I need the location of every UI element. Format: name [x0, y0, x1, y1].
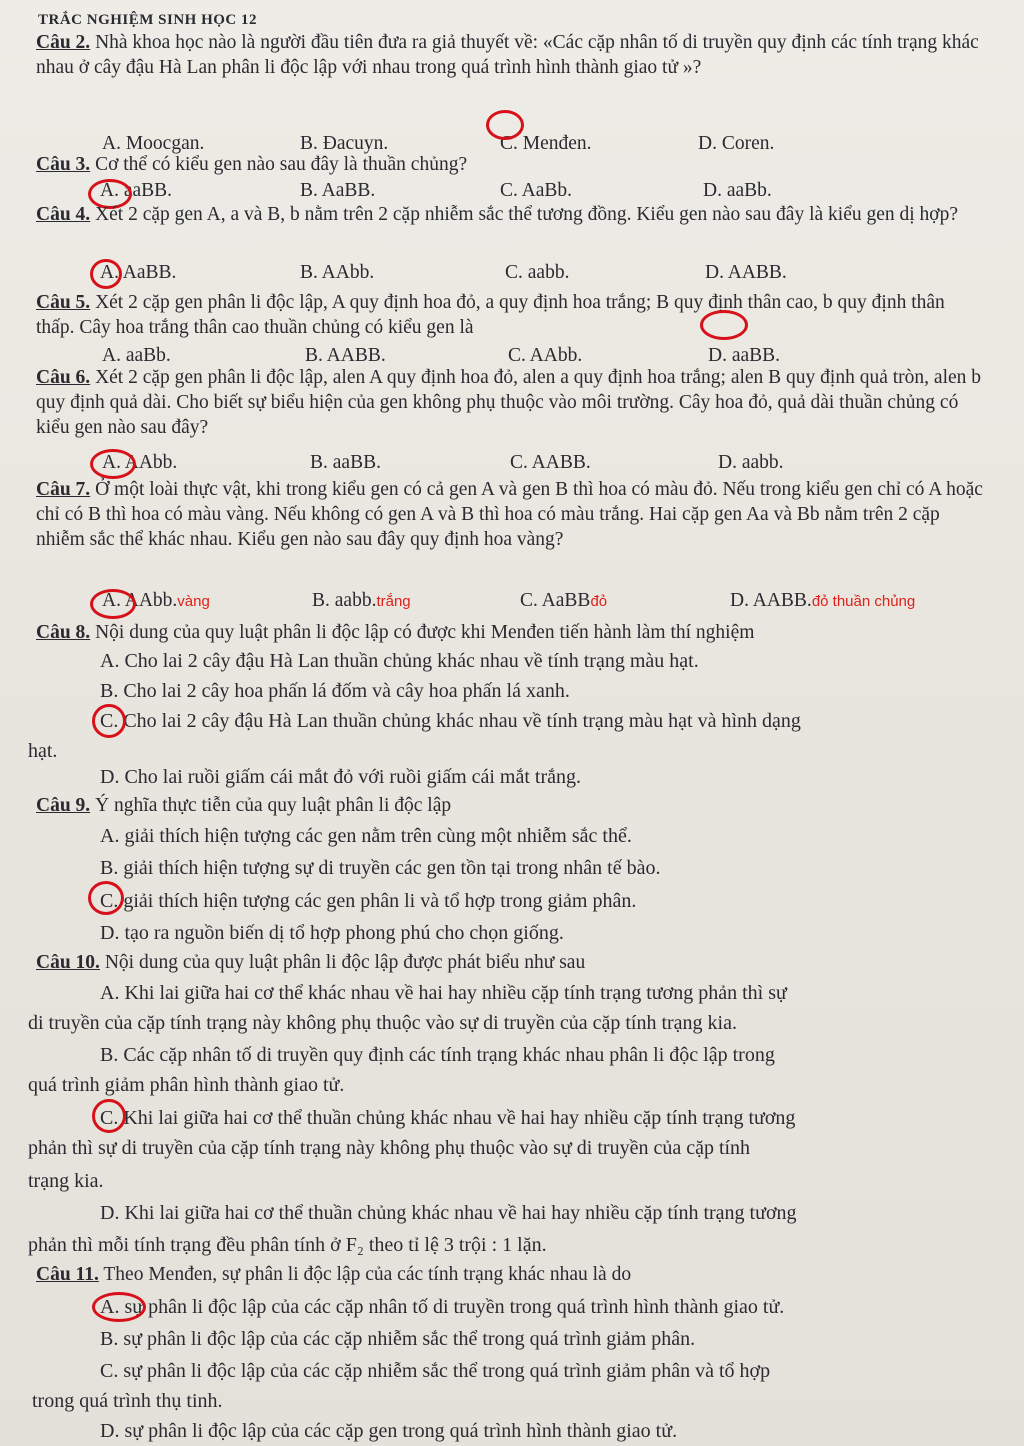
q10-option-d: D. Khi lai giữa hai cơ thể thuần chủng khác nhau về hai hay nhiều cặp tính trạng tương: [100, 1202, 797, 1224]
q10-option-d-continued: phản thì mỗi tính trạng đều phân tính ở F₂ theo tỉ lệ 3 trội : 1 lặn.: [28, 1234, 547, 1256]
question-9-number: Câu 9.: [36, 795, 91, 816]
q7-option-d: [730, 590, 915, 612]
question-5-number: Câu 5.: [36, 292, 91, 313]
q2-option-b: B. Đacuyn.: [300, 133, 389, 154]
q11-option-b: B. sự phân li độc lập của các cặp nhiễm sắc thể trong quá trình giảm phân.: [100, 1328, 696, 1350]
q7-option-a-text: A. AAbb.: [102, 590, 178, 611]
q11-option-a: A. sự phân li độc lập của các cặp nhân tố di truyền trong quá trình hình thành giao tử.: [100, 1296, 785, 1318]
q7-option-c-note: đỏ: [590, 593, 608, 610]
q11-option-c: C. sự phân li độc lập của các cặp nhiễm sắc thể trong quá trình giảm phân và tổ hợp: [100, 1360, 771, 1382]
question-9-stem: [36, 793, 986, 818]
q8-option-d: D. Cho lai ruồi giấm cái mắt đỏ với ruồi giấm cái mắt trắng.: [100, 766, 582, 788]
q10-option-b: B. Các cặp nhân tố di truyền quy định các tính trạng khác nhau phân li độc lập trong: [100, 1044, 775, 1066]
question-9-text: Ý nghĩa thực tiễn của quy luật phân li độc lập: [90, 795, 452, 816]
q10-option-b-continued: quá trình giảm phân hình thành giao tử.: [28, 1074, 345, 1096]
question-6-number: Câu 6.: [36, 367, 91, 388]
q11-option-c-continued: trong quá trình thụ tinh.: [32, 1390, 223, 1412]
q8-option-c-continued: hạt.: [28, 740, 58, 762]
question-7-stem: [36, 477, 986, 552]
q8-option-c: C. Cho lai 2 cây đậu Hà Lan thuần chủng khác nhau về tính trạng màu hạt và hình dạng: [100, 710, 801, 732]
q10-option-a: A. Khi lai giữa hai cơ thể khác nhau về hai hay nhiều cặp tính trạng tương phản thì sự: [100, 982, 787, 1004]
question-10-stem: [36, 950, 986, 975]
q6-option-c: C. AABB.: [510, 452, 591, 473]
q10-option-c-continued: phản thì sự di truyền của cặp tính trạng này không phụ thuộc vào sự di truyền của cặp tính: [28, 1137, 751, 1159]
q7-option-c-text: C. AaBB: [520, 590, 591, 611]
q4-option-b: B. AAbb.: [300, 262, 375, 283]
q5-option-d: D. aaBB.: [708, 345, 781, 366]
q9-option-d: D. tạo ra nguồn biến dị tổ hợp phong phú cho chọn giống.: [100, 922, 564, 944]
question-4-stem: [36, 202, 986, 227]
question-11-text: Theo Menđen, sự phân li độc lập của các tính trạng khác nhau là do: [98, 1264, 632, 1285]
question-7-text: Ở một loài thực vật, khi trong kiểu gen có cả gen A và gen B thì hoa có màu đỏ. Nếu trong kiểu gen chỉ có A hoặc chỉ có B thì hoa có màu vàng. Nếu không có gen A và B thì hoa có màu trắng. Hai cặp gen Aa và Bb nằm trên 2 cặp nhiễm sắc thể khác nhau. Kiểu gen nào sau đây quy định hoa vàng?: [36, 479, 983, 550]
question-5-text: Xét 2 cặp gen phân li độc lập, A quy định hoa đỏ, a quy định hoa trắng; B quy định thân cao, b quy định thân thấp. Cây hoa trắng thân cao thuần chủng có kiểu gen là: [36, 292, 945, 338]
question-11-stem: [36, 1262, 986, 1287]
question-3-text: Cơ thể có kiểu gen nào sau đây là thuần chủng?: [90, 154, 468, 175]
question-6-text: Xét 2 cặp gen phân li độc lập, alen A quy định hoa đỏ, alen a quy định hoa trắng; alen B quy định quả tròn, alen b quy định quả dài. Cho biết sự biểu hiện của gen không phụ thuộc vào môi trường. Cây hoa đỏ, quả dài thuần chủng có kiểu gen nào sau đây?: [36, 367, 982, 438]
question-4-options: [0, 262, 1024, 288]
q4-option-d: D. AABB.: [705, 262, 787, 283]
q4-option-c: C. aabb.: [505, 262, 570, 283]
q8-option-b: B. Cho lai 2 cây hoa phấn lá đốm và cây hoa phấn lá xanh.: [100, 680, 570, 702]
question-2-stem: [36, 30, 986, 80]
q9-option-c: C. giải thích hiện tượng các gen phân li và tổ hợp trong giảm phân.: [100, 890, 637, 912]
answer-circle-q7: [90, 589, 136, 619]
q2-option-a: A. Moocgan.: [102, 133, 205, 154]
q7-option-b: [312, 590, 411, 612]
q7-option-d-note: đỏ thuần chủng: [811, 593, 916, 610]
q3-option-b: B. AaBB.: [300, 180, 376, 201]
q5-option-c: C. AAbb.: [508, 345, 583, 366]
question-8-stem: [36, 620, 986, 645]
q5-option-a: A. aaBb.: [102, 345, 171, 366]
q9-option-b: B. giải thích hiện tượng sự di truyền các gen tồn tại trong nhân tế bào.: [100, 857, 661, 879]
q6-option-a: A. AAbb.: [102, 452, 178, 473]
question-6-stem: [36, 365, 986, 440]
answer-circle-q11: [92, 1292, 146, 1322]
q10-option-c: C. Khi lai giữa hai cơ thể thuần chủng khác nhau về hai hay nhiều cặp tính trạng tương: [100, 1107, 796, 1129]
answer-circle-q4: [90, 259, 122, 289]
q10-option-c-continued-2: trạng kia.: [28, 1170, 104, 1192]
question-5-stem: [36, 290, 986, 340]
worksheet-title: TRẮC NGHIỆM SINH HỌC 12: [38, 12, 258, 28]
q6-option-b: B. aaBB.: [310, 452, 381, 473]
question-8-text: Nội dung của quy luật phân li độc lập có được khi Menđen tiến hành làm thí nghiệm: [90, 622, 755, 643]
answer-circle-q6: [90, 449, 136, 479]
q7-option-b-text: B. aabb.: [312, 590, 377, 611]
q2-option-d: D. Coren.: [698, 133, 775, 154]
q7-option-b-note: trắng: [376, 593, 411, 610]
q4-option-a: A. AaBB.: [100, 262, 177, 283]
q8-option-a: A. Cho lai 2 cây đậu Hà Lan thuần chủng khác nhau về tính trạng màu hạt.: [100, 650, 699, 672]
answer-circle-q10: [92, 1099, 126, 1133]
q3-option-c: C. AaBb.: [500, 180, 573, 201]
q6-option-d: D. aabb.: [718, 452, 784, 473]
q2-option-c: C. Menđen.: [500, 133, 592, 154]
question-8-number: Câu 8.: [36, 622, 91, 643]
answer-circle-q9: [88, 881, 124, 915]
q10-option-a-continued: di truyền của cặp tính trạng này không phụ thuộc vào sự di truyền của cặp tính trạng kia.: [28, 1012, 737, 1034]
answer-circle-q5: [700, 310, 748, 340]
q7-option-c: [520, 590, 607, 612]
answer-circle-q2: [486, 110, 524, 140]
question-3-stem: [36, 152, 986, 177]
question-10-text: Nội dung của quy luật phân li độc lập được phát biểu như sau: [99, 952, 586, 973]
question-2-number: Câu 2.: [36, 32, 91, 53]
question-4-text: Xét 2 cặp gen A, a và B, b nằm trên 2 cặp nhiễm sắc thể tương đồng. Kiểu gen nào sau đây là kiểu gen dị hợp?: [90, 204, 959, 225]
q11-option-d: D. sự phân li độc lập của các cặp gen trong quá trình hình thành giao tử.: [100, 1420, 678, 1442]
q3-option-d: D. aaBb.: [703, 180, 772, 201]
question-7-number: Câu 7.: [36, 479, 91, 500]
answer-circle-q8: [92, 704, 126, 738]
q7-option-a-note: vàng: [177, 593, 210, 610]
question-4-number: Câu 4.: [36, 204, 91, 225]
question-2-text: Nhà khoa học nào là người đầu tiên đưa ra giả thuyết về: «Các cặp nhân tố di truyền quy định các tính trạng khác nhau ở cây đậu Hà Lan phân li độc lập với nhau trong quá trình hình thành giao tử »?: [36, 32, 979, 78]
question-10-number: Câu 10.: [36, 952, 100, 973]
question-11-number: Câu 11.: [36, 1264, 99, 1285]
question-3-number: Câu 3.: [36, 154, 91, 175]
q3-option-a: A. aaBB.: [100, 180, 173, 201]
question-6-options: [0, 452, 1024, 478]
q9-option-a: A. giải thích hiện tượng các gen nằm trên cùng một nhiễm sắc thể.: [100, 825, 632, 847]
question-7-options: [0, 590, 1024, 616]
q5-option-b: B. AABB.: [305, 345, 386, 366]
q7-option-d-text: D. AABB.: [730, 590, 812, 611]
